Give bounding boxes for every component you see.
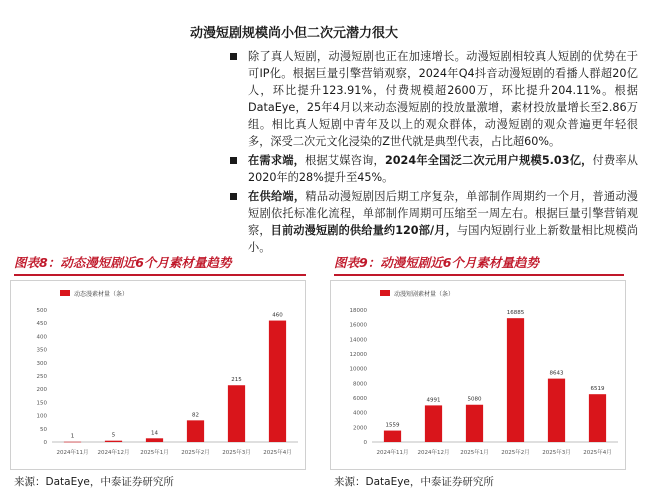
- y-tick-label: 200: [36, 387, 47, 394]
- data-label: 8643: [549, 370, 564, 377]
- legend-swatch: [380, 290, 390, 296]
- y-tick-label: 100: [36, 413, 47, 420]
- bar: [269, 321, 286, 442]
- bar: [105, 441, 122, 442]
- y-tick-label: 0: [43, 440, 47, 446]
- bullet-text: 精品动漫短剧因后期工序复杂，单部制作周期约一个月，普通动漫短剧依托标准化流程，单部制作周期可压缩至一周左右。根据巨量引擎营销观察，: [248, 190, 638, 237]
- figure-9-bar-chart: [330, 280, 626, 470]
- x-tick-label: 2025年1月: [140, 450, 169, 456]
- data-label: 4991: [426, 397, 441, 404]
- bullet-text: 付费率从2020年的28%提升至45%。: [248, 154, 638, 184]
- y-tick-label: 50: [40, 426, 47, 433]
- bullet-text: 根据艾媒咨询，: [305, 154, 385, 167]
- x-tick-label: 2025年4月: [583, 450, 612, 456]
- square-bullet-icon: [230, 193, 237, 200]
- data-label: 215: [231, 377, 242, 384]
- bar: [425, 405, 442, 442]
- bar: [466, 405, 483, 442]
- x-tick-label: 2025年3月: [542, 450, 571, 456]
- bar: [228, 385, 245, 442]
- x-tick-label: 2024年11月: [376, 450, 409, 456]
- bullet-bold-text: 2024年全国泛二次元用户规模5.03亿，: [384, 154, 593, 167]
- bar: [64, 442, 81, 443]
- bullet-text: 除了真人短剧，动漫短剧也正在加速增长。动漫短剧相较真人短剧的优势在于可IP化。根据巨量引擎营销观察，2024年Q4抖音动漫短剧的看播人群超20亿人，环比提升123.91%，付费规模超2600万，环比提升204.11%。根据DataEye，25年4月以来动态漫短剧的投放量激增，素材投放量增长至2.86万组。相比真人短剧中青年及以上的观众群体，动漫短剧的观众普遍更年轻很多，深受二次元文化浸染的Z世代就是典型代表，占比超60%。: [248, 50, 638, 148]
- y-tick-label: 12000: [349, 352, 367, 358]
- figure-8-title: 图表8：动态漫短剧近6个月素材量趋势: [14, 252, 306, 276]
- square-bullet-icon: [230, 53, 237, 60]
- legend-swatch: [60, 290, 70, 296]
- bar: [589, 394, 606, 442]
- bullet-text: 与国内短剧行业上新数量相比规模尚小。: [248, 224, 638, 254]
- figure-9-source: 来源：DataEye，中泰证券研究所: [334, 476, 494, 488]
- data-label: 82: [192, 412, 199, 419]
- x-tick-label: 2024年12月: [417, 450, 450, 456]
- data-label: 16885: [506, 310, 525, 317]
- y-tick-label: 0: [363, 440, 367, 446]
- x-tick-label: 2025年2月: [501, 450, 530, 456]
- y-tick-label: 6000: [353, 396, 367, 402]
- bullet-bold-text: 目前动漫短剧的供给量约120部/月，: [270, 224, 457, 237]
- bar: [384, 431, 401, 442]
- y-tick-label: 250: [36, 374, 47, 380]
- y-tick-label: 2000: [353, 425, 367, 432]
- legend-label: 动态漫素材量（条）: [74, 291, 129, 298]
- y-tick-label: 10000: [349, 366, 367, 373]
- y-tick-label: 400: [36, 334, 47, 341]
- legend-label: 动漫短剧素材量（条）: [394, 291, 455, 298]
- bullet-list: [228, 48, 638, 258]
- y-tick-label: 350: [36, 347, 47, 354]
- y-tick-label: 4000: [353, 410, 367, 417]
- y-tick-label: 14000: [349, 337, 367, 344]
- x-tick-label: 2024年11月: [56, 450, 89, 456]
- bullet-bold-text: 在需求端，: [248, 154, 306, 167]
- bar: [146, 438, 163, 442]
- figure-8-source: 来源：DataEye，中泰证券研究所: [14, 476, 174, 488]
- figure-8-bar-chart: [10, 280, 306, 470]
- x-tick-label: 2025年1月: [460, 450, 489, 456]
- x-tick-label: 2025年3月: [222, 450, 251, 456]
- bullet-item: [228, 152, 638, 186]
- data-label: 1559: [385, 422, 400, 429]
- y-tick-label: 8000: [353, 381, 367, 388]
- x-tick-label: 2025年4月: [263, 450, 292, 456]
- y-tick-label: 450: [36, 321, 47, 328]
- y-tick-label: 150: [36, 400, 47, 407]
- y-tick-label: 16000: [349, 322, 367, 329]
- data-label: 14: [151, 430, 158, 437]
- data-label: 1: [70, 433, 75, 440]
- data-label: 6519: [590, 386, 605, 393]
- bullet-item: [228, 188, 638, 256]
- bar: [507, 318, 524, 442]
- bullet-item: [228, 48, 638, 150]
- square-bullet-icon: [230, 157, 237, 164]
- bullet-bold-text: 在供给端，: [248, 190, 306, 203]
- x-tick-label: 2024年12月: [97, 450, 130, 456]
- y-tick-label: 300: [36, 360, 47, 367]
- data-label: 5080: [467, 396, 482, 403]
- bar: [548, 379, 565, 442]
- section-heading: 动漫短剧规模尚小但二次元潜力很大: [190, 26, 399, 41]
- data-label: 460: [272, 312, 283, 319]
- figure-9-title: 图表9：动漫短剧近6个月素材量趋势: [334, 252, 624, 276]
- y-tick-label: 18000: [349, 308, 367, 314]
- bar: [187, 420, 204, 442]
- y-tick-label: 500: [36, 308, 47, 314]
- x-tick-label: 2025年2月: [181, 450, 210, 456]
- data-label: 5: [111, 432, 116, 439]
